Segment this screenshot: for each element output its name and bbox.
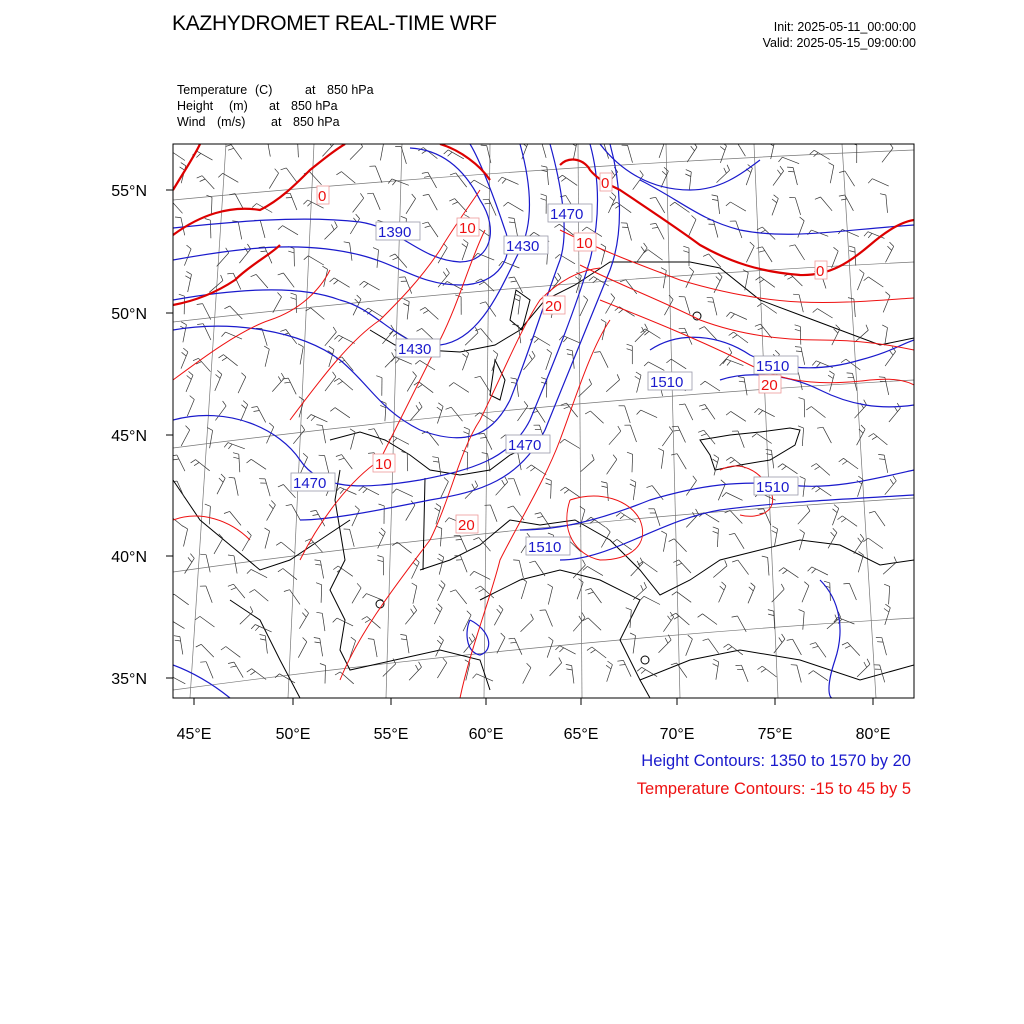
temperature-legend: Temperature Contours: -15 to 45 by 5 bbox=[636, 780, 911, 798]
wind-barb bbox=[804, 399, 805, 417]
lon-label: 60°E bbox=[468, 726, 504, 743]
height-label: 1390 bbox=[378, 224, 412, 241]
wind-barb-flag bbox=[513, 560, 519, 561]
temperature-label: 20 bbox=[458, 517, 475, 534]
wind-barb-flag bbox=[164, 515, 169, 518]
lon-label: 80°E bbox=[855, 726, 891, 743]
lat-label: 35°N bbox=[111, 671, 147, 688]
field-row: Temperature (C) at 850 hPa bbox=[177, 83, 374, 97]
wind-barb-flag bbox=[200, 662, 206, 663]
wind-barb-flag bbox=[165, 200, 171, 202]
wind-barb-flag bbox=[769, 139, 774, 142]
lat-label: 40°N bbox=[111, 549, 147, 566]
wind-barb-flag bbox=[165, 675, 169, 679]
height-label: 1470 bbox=[508, 437, 542, 454]
temperature-label: 10 bbox=[459, 220, 476, 237]
wind-barb-flag bbox=[572, 139, 577, 142]
lon-label: 55°E bbox=[373, 726, 409, 743]
height-label: 1470 bbox=[550, 206, 584, 223]
temperature-label: 0 bbox=[601, 175, 610, 192]
temperature-label: 10 bbox=[576, 235, 593, 252]
height-label: 1430 bbox=[506, 238, 540, 255]
lon-label: 65°E bbox=[563, 726, 599, 743]
temperature-label: 0 bbox=[318, 188, 327, 205]
lat-label: 55°N bbox=[111, 183, 147, 200]
lon-label: 45°E bbox=[176, 726, 212, 743]
wind-barb-flag bbox=[847, 373, 853, 374]
height-label: 1430 bbox=[398, 341, 432, 358]
wind-barb-flag bbox=[843, 583, 849, 584]
wind-barb-flag bbox=[730, 141, 736, 142]
lon-label: 50°E bbox=[275, 726, 311, 743]
wind-barb-flag bbox=[788, 171, 794, 172]
wind-barb-flag bbox=[708, 302, 714, 303]
temperature-label: 20 bbox=[545, 298, 562, 315]
height-label: 1510 bbox=[650, 374, 684, 391]
height-label: 1510 bbox=[756, 358, 790, 375]
wind-barb bbox=[407, 453, 408, 471]
wind-barb-flag bbox=[165, 151, 170, 155]
wind-barb-flag bbox=[165, 619, 170, 623]
wind-barb-flag bbox=[524, 139, 529, 143]
wind-barb-flag bbox=[168, 622, 173, 626]
field-row: Height (m) at 850 hPa bbox=[177, 99, 338, 113]
lat-label: 45°N bbox=[111, 428, 147, 445]
lon-label: 75°E bbox=[757, 726, 793, 743]
temperature-label: 0 bbox=[816, 263, 825, 280]
wind-barb-flag bbox=[540, 610, 546, 611]
map-background bbox=[173, 144, 914, 698]
chart-title: KAZHYDROMET REAL-TIME WRF bbox=[172, 12, 497, 35]
wind-barb-flag bbox=[332, 138, 335, 143]
init-time: Init: 2025-05-11_00:00:00 bbox=[773, 20, 916, 34]
wind-barb-flag bbox=[261, 138, 267, 139]
height-label: 1510 bbox=[528, 539, 562, 556]
wind-barb-flag bbox=[167, 518, 172, 521]
temperature-label: 10 bbox=[375, 456, 392, 473]
wind-barb-flag bbox=[793, 294, 799, 295]
wind-barb-flag bbox=[200, 554, 206, 555]
wind-barb-flag bbox=[481, 145, 487, 146]
wind-barb-flag bbox=[292, 138, 298, 140]
lat-label: 50°N bbox=[111, 306, 147, 323]
longitude-labels bbox=[177, 726, 891, 743]
field-row: Wind (m/s) at 850 hPa bbox=[177, 115, 340, 129]
temperature-label: 20 bbox=[761, 377, 778, 394]
height-label: 1510 bbox=[756, 479, 790, 496]
height-legend: Height Contours: 1350 to 1570 by 20 bbox=[641, 752, 911, 770]
wind-barb-flag bbox=[378, 140, 383, 143]
wind-barb-flag bbox=[660, 137, 665, 141]
wind-barb bbox=[210, 220, 211, 238]
wind-barb-flag bbox=[707, 297, 713, 298]
height-label: 1470 bbox=[293, 475, 327, 492]
valid-time: Valid: 2025-05-15_09:00:00 bbox=[762, 36, 916, 50]
lon-label: 70°E bbox=[659, 726, 695, 743]
latitude-labels bbox=[111, 183, 147, 688]
wind-barb bbox=[325, 666, 326, 684]
